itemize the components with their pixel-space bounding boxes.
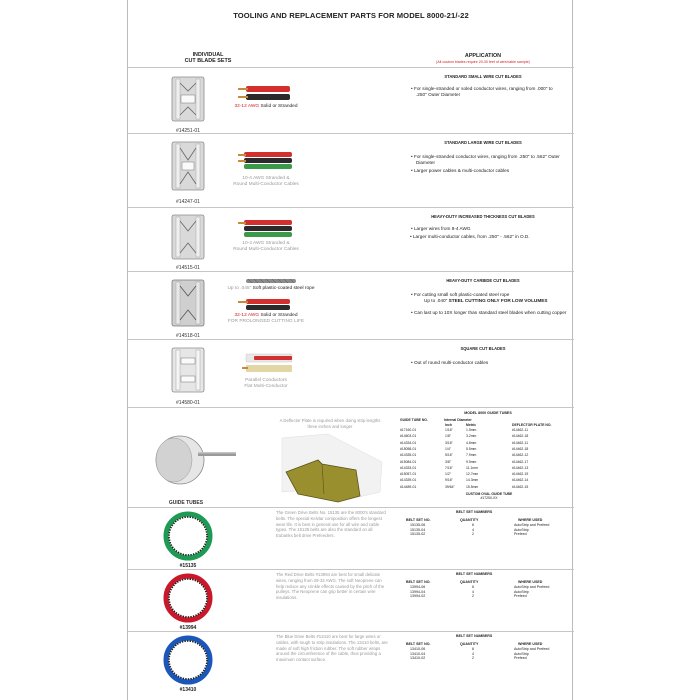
belt-table-cell: 4: [472, 527, 474, 532]
bullet-text-emphasis: STEEL CUTTING ONLY FOR LOW VOLUMES: [447, 298, 548, 303]
belt-table-cell: 2: [472, 656, 474, 661]
blade-bullets: [410, 292, 568, 318]
guide-table-cell: #14335-01: [400, 453, 417, 458]
wire-caption: [216, 241, 316, 253]
belt-table-cell: AutoStrip and Prefeed: [514, 523, 550, 527]
guide-table-cell: #14462-17: [512, 459, 529, 464]
belt-table-cell: 2: [472, 532, 474, 537]
blade-column-heading-line1: INDIVIDUAL: [192, 52, 224, 58]
blade-part-number: #14515-01: [176, 265, 200, 271]
guide-table-cell: #14334-01: [400, 440, 417, 445]
belt-table-cell: 2: [472, 594, 474, 599]
guide-table-cell: 7/16": [445, 465, 453, 470]
guide-table-cell: 5.5mm: [466, 446, 477, 451]
guide-table-cell: 5/16": [445, 453, 453, 458]
guide-table-cell: #17160-01: [400, 428, 417, 432]
rope-caption-size: Up to .045": [227, 286, 252, 291]
belt-part-number: #13410: [179, 687, 197, 693]
guide-table-cell: 1/16": [445, 428, 453, 432]
blade-set-image: [170, 140, 206, 192]
guide-table-cell: 3/16": [445, 440, 453, 445]
guide-table-cell: 1/4": [445, 446, 451, 451]
wire-caption-gauge: 32-12 AWG: [234, 313, 260, 318]
guide-table-header-metric: Metric: [466, 423, 476, 427]
wire-caption-gauge: 32-12 AWG: [234, 104, 260, 109]
belt-table-cell: 13994-06: [410, 585, 426, 589]
blade-row-2: [128, 133, 574, 207]
belt-table-cell: AutoStrip and Prefeed: [514, 647, 550, 651]
steel-rope-image: [246, 278, 296, 284]
belt-table-cell: 13410-06: [410, 647, 426, 651]
bullet-text: Larger power cables & multi-conductor cables: [413, 168, 510, 173]
blade-bullets: [410, 154, 560, 176]
wire-caption-type: Solid or Stranded: [259, 313, 298, 318]
blade-row-heading: HEAVY-DUTY INCREASED THICKNESS CUT BLADES: [431, 214, 535, 219]
belt-table-cell: Prefeed: [514, 532, 527, 537]
belt-table-cell: 15135-02: [410, 532, 426, 537]
bullet-text-size: Up to .040": [424, 298, 448, 303]
guide-table-cell: 39/64": [445, 484, 455, 489]
blade-bullets: [410, 86, 560, 100]
guide-table-cell: #15058-01: [400, 446, 417, 451]
wire-caption-type: Solid or Stranded: [259, 104, 298, 109]
bullet-text: For cutting small soft plastic-coated steel rope: [413, 292, 510, 297]
wire-sample-image: [240, 352, 296, 376]
blade-row-heading: SQUARE CUT BLADES: [460, 346, 506, 351]
custom-guide-title: CUSTOM OVAL GUIDE TUBE: [465, 492, 513, 496]
guide-table-cell: #14462-12: [512, 453, 529, 458]
guide-table-header-tube: GUIDE TUBE NO.: [400, 418, 428, 422]
belt-row: [128, 507, 574, 569]
wire-sample-image: [236, 150, 296, 174]
belt-table-header-set: BELT SET NO.: [406, 580, 431, 584]
belt-table-title: BELT SET NUMBERS: [456, 572, 493, 576]
belt-table-header-qty: QUANTITY: [460, 642, 479, 646]
wire-sample-image: [236, 218, 296, 242]
blade-row-heading: HEAVY-DUTY CARBIDE CUT BLADES: [446, 278, 520, 283]
belt-table-cell: AutoStrip and Prefeed: [514, 585, 550, 589]
guide-table-cell: 3/8": [445, 459, 451, 464]
guide-table-cell: 11.1mm: [466, 465, 478, 470]
guide-table-cell: 12.7mm: [466, 472, 479, 477]
wire-sample-image: [236, 84, 296, 104]
wire-caption-line3: FOR PROLONGED CUTTING LIFE: [227, 319, 305, 324]
belt-table-cell: 6: [472, 647, 474, 651]
wire-caption: [216, 313, 316, 325]
guide-tube-image: [150, 422, 240, 492]
blade-set-image: [170, 75, 206, 123]
guide-table-cell: 7.9mm: [466, 453, 477, 458]
bullet-item: • For single-stranded conductor wires, ranging from .250" to .562" Outer Diameter: [411, 154, 560, 165]
guide-tube-row: [128, 407, 574, 507]
belt-table-header-qty: QUANTITY: [460, 518, 479, 522]
belt-table-title: BELT SET NUMBERS: [456, 634, 493, 638]
belt-set-table: [400, 510, 570, 560]
guide-table-cell: #14462-15: [512, 484, 529, 489]
guide-table-cell: #15057-01: [400, 472, 417, 477]
deflector-note: A Deflector Plate is required when doing strip lengths three inches and longer: [279, 418, 381, 429]
belt-description: The Blue Drive Belts #13410 are best for large wires or cables, with tough to strip insulations. The 13410 belts, are made of soft high friction rubber. The soft rubber wraps around the circumference of the cable, thus providing a maximum contact surface.: [276, 634, 388, 663]
application-heading: APPLICATION: [464, 53, 502, 59]
guide-table-cell: #14333-01: [400, 465, 417, 470]
guide-table-cell: 4.8mm: [466, 440, 477, 445]
blade-set-image: [170, 346, 206, 394]
wire-sample-image: [236, 298, 296, 312]
bullet-text: For single-stranded or soled conductor wires, ranging from .000" to .250" Outer Diameter: [413, 86, 553, 97]
guide-table-cell: #14462-19: [512, 472, 529, 477]
guide-table-cell: #14489-01: [400, 484, 417, 489]
belt-table-cell: 6: [472, 523, 474, 527]
blade-set-image: [170, 213, 206, 261]
belt-table-title: BELT SET NUMBERS: [456, 510, 493, 514]
guide-table-cell: #14339-01: [400, 478, 417, 483]
belt-table-cell: 13994-04: [410, 589, 426, 594]
bullet-item: • Larger wires from 8-4 AWG: [411, 226, 471, 231]
belt-table-cell: Prefeed: [514, 594, 527, 599]
guide-table-cell: #14462-18: [512, 446, 529, 451]
guide-table-header-inch: Inch: [445, 423, 452, 427]
belt-set-table: [400, 634, 570, 684]
bullet-text: Can last up to 10X longer than standard steel blades when cutting copper: [413, 310, 567, 315]
custom-guide-part: #17250-XX: [480, 496, 498, 500]
guide-table-header-diameter: Internal Diameter: [444, 418, 472, 422]
belt-part-number: #13994: [179, 625, 197, 631]
blade-row-heading: STANDARD SMALL WIRE CUT BLADES: [444, 74, 522, 79]
bullet-item: • Can last up to 10X longer than standard steel blades when cutting copper: [411, 310, 567, 315]
wire-caption-line1: Parallel Conductors: [245, 378, 287, 383]
application-note: (All custom blades require 20-30 feet of wire/cable sample): [436, 60, 530, 64]
rope-caption-type: Soft plastic-coated steel rope: [251, 286, 315, 291]
guide-table-cell: 3.2mm: [466, 434, 477, 439]
blade-row-4: [128, 271, 574, 339]
blade-row-heading: STANDARD LARGE WIRE CUT BLADES: [444, 140, 522, 145]
blade-part-number: #14580-01: [176, 400, 200, 406]
blade-bullets: [410, 360, 560, 368]
belt-description: The Red Drive Belts #13994 are best for small delicate wires, ranging from 28-32 AWG. The soft Neoprene can help reduce any crinkle effects caused by the pitch of the pulleys. The Neoprene can grip better in certain wire insulations.: [276, 572, 385, 601]
rope-caption: [214, 286, 328, 292]
belt-row: [128, 569, 574, 631]
guide-table-cell: #15084-01: [400, 459, 417, 464]
guide-table-cell: 9/16": [445, 478, 453, 483]
belt-part-number: #15135: [179, 563, 197, 569]
belt-table-cell: 15135-06: [410, 523, 426, 527]
bullet-continuation: [410, 298, 568, 304]
bullet-item: • Out of round multi-conductor cables: [411, 360, 489, 365]
wire-caption: [216, 176, 316, 188]
guide-table-header-deflector: DEFLECTOR PLATE NO.: [512, 423, 552, 427]
belt-table-cell: AutoStrip: [514, 651, 529, 656]
bullet-text: Out of round multi-conductor cables: [413, 360, 489, 365]
belt-row: [128, 631, 574, 693]
bullet-item: • For single-stranded or soled conductor wires, ranging from .000" to .250" Outer Diameter: [411, 86, 553, 97]
belt-table-cell: AutoStrip: [514, 589, 529, 594]
blade-part-number: #14518-01: [176, 333, 200, 339]
belt-table-cell: 4: [472, 589, 474, 594]
guide-table-cell: 9.5mm: [466, 459, 477, 464]
wire-caption-line2: Flat Multi-Conductor: [244, 384, 288, 389]
belt-table-header-used: WHERE USED: [518, 518, 543, 522]
wire-caption: [216, 104, 316, 110]
bullet-text: For single-stranded conductor wires, ranging from .250" to .562" Outer Diameter: [413, 154, 560, 165]
wire-caption-line2: Round Multi-Conductor Cables: [233, 247, 299, 252]
blade-row-1: [128, 67, 574, 133]
belt-table-cell: AutoStrip: [514, 527, 529, 532]
belt-table-header-set: BELT SET NO.: [406, 518, 431, 522]
belt-description: The Green Drive Belts No. 15135 are the 8000's standard belts. The special Kelvlar composition offers the longest wear life. It is best in general use for all wire and cable types. The 15135 belts are also the standard on all Eubanks belt drive Prefeeders.: [276, 510, 386, 539]
blade-bullets: [404, 226, 560, 242]
guide-table-cell: 1/8": [445, 434, 451, 439]
drive-belt-image: [162, 572, 214, 624]
guide-table-cell: #14462-13: [512, 465, 529, 470]
blade-column-heading-line2: CUT BLADE SETS: [184, 58, 232, 65]
drive-belt-image: [162, 510, 214, 562]
guide-table-cell: 14.3mm: [466, 478, 479, 483]
blade-part-number: #14247-01: [176, 199, 200, 205]
belt-set-table: [400, 572, 570, 622]
bullet-item: • For cutting small soft plastic-coated steel rope: [411, 292, 510, 297]
guide-table-cell: #14462-18: [512, 434, 529, 439]
guide-table-cell: #14462-14: [512, 478, 529, 483]
bullet-text: Larger wires from 8-4 AWG: [413, 226, 471, 231]
wire-caption-line1: 10-4 AWG Stranded &: [242, 241, 290, 246]
belt-table-header-qty: QUANTITY: [460, 580, 479, 584]
wire-caption-line1: 10-4 AWG Stranded &: [242, 176, 290, 181]
belt-table-header-used: WHERE USED: [518, 642, 543, 646]
belt-table-cell: 13410-04: [410, 651, 426, 656]
guide-table-title: MODEL 8000 GUIDE TUBES: [464, 411, 512, 415]
belt-table-cell: 15135-04: [410, 527, 426, 532]
guide-table-cell: 1.5mm: [466, 428, 477, 432]
guide-table-cell: #14462-11: [512, 440, 528, 445]
deflector-plate-image: [278, 432, 388, 508]
belt-table-cell: 4: [472, 651, 474, 656]
blade-row-5: [128, 339, 574, 407]
drive-belt-image: [162, 634, 214, 686]
guide-table-cell: 1/2": [445, 472, 451, 477]
belt-table-cell: 6: [472, 585, 474, 589]
guide-table-cell: #14462-11: [512, 428, 528, 432]
belt-table-cell: 13410-02: [410, 656, 426, 661]
belt-table-cell: 13994-02: [410, 594, 426, 599]
catalog-page: [127, 0, 573, 700]
guide-tubes-label: GUIDE TUBES: [168, 500, 204, 506]
blade-column-heading: [148, 52, 268, 65]
wire-caption-line2: Round Multi-Conductor Cables: [233, 182, 299, 187]
bullet-item: • Larger power cables & multi-conductor cables: [411, 168, 510, 173]
wire-caption: [216, 378, 316, 390]
bullet-text: Larger multi-conductor cables, from .250" - .562" in O.D.: [412, 234, 530, 239]
belt-table-header-used: WHERE USED: [518, 580, 543, 584]
guide-table: [400, 418, 570, 502]
blade-part-number: #14251-01: [176, 128, 200, 134]
guide-table-cell: 15.5mm: [466, 484, 479, 489]
guide-table-cell: #14603-01: [400, 434, 417, 439]
bullet-item: • Larger multi-conductor cables, from .250" - .562" in O.D.: [410, 234, 530, 239]
blade-set-image: [170, 278, 206, 328]
belt-table-cell: Prefeed: [514, 656, 527, 661]
page-title: TOOLING AND REPLACEMENT PARTS FOR MODEL 8000-21/-22: [233, 11, 469, 20]
belt-table-header-set: BELT SET NO.: [406, 642, 431, 646]
blade-row-3: [128, 207, 574, 271]
